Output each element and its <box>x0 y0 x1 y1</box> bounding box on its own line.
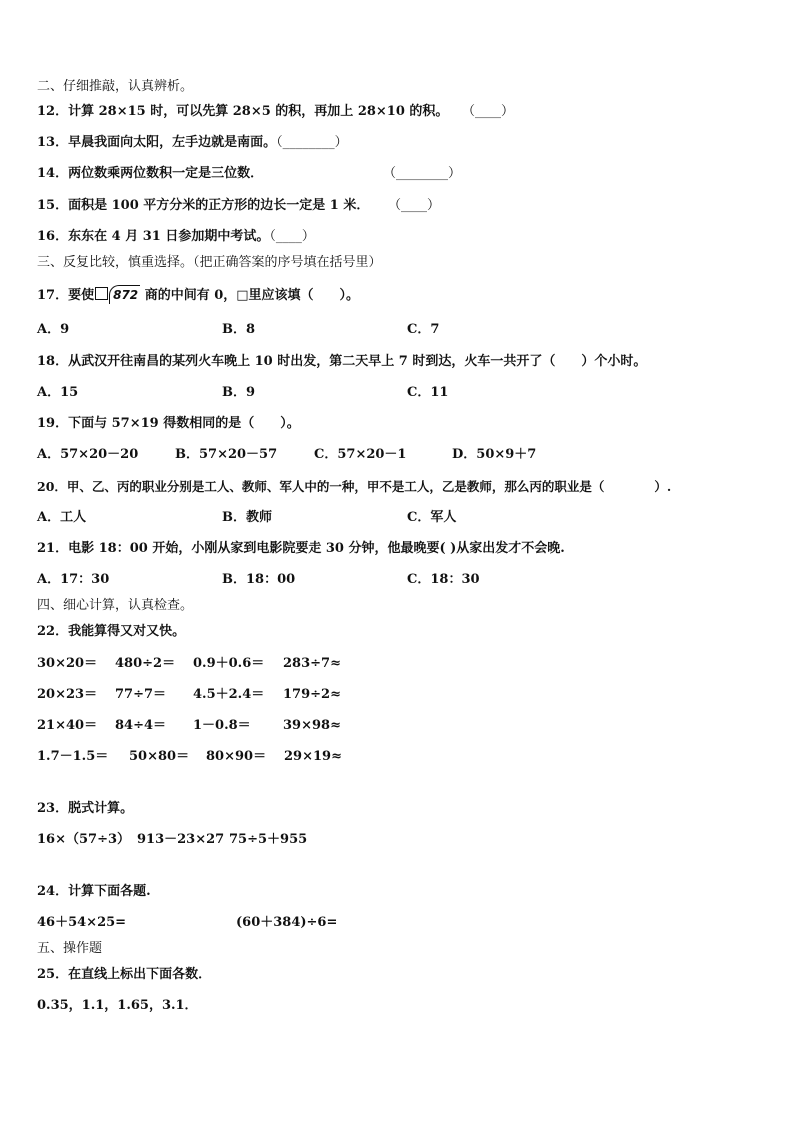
question-14 <box>37 165 263 183</box>
question-17 <box>37 285 359 305</box>
question-18-option-a[interactable]: A．15 <box>37 385 79 400</box>
question-22-title: 22．我能算得又对又快。 <box>37 624 186 639</box>
section-4-title: 四、细心计算，认真检查。 <box>37 598 194 613</box>
question-21-option-a[interactable]: A．17：30 <box>37 572 110 587</box>
question-15 <box>37 197 369 215</box>
calc-item: 1－0.8＝ <box>193 718 251 733</box>
question-25-numbers: 0.35，1.1，1.65，3.1． <box>37 998 198 1013</box>
expression-item: 16×（57÷3） <box>37 832 131 847</box>
question-20-option-c[interactable]: C．军人 <box>407 510 457 525</box>
question-19-option-d[interactable]: D．50×9＋7 <box>452 447 537 462</box>
question-21-option-c[interactable]: C．18：30 <box>407 572 480 587</box>
question-16-answer-blank[interactable]: （____） <box>269 229 315 244</box>
section-5-title: 五、操作题 <box>37 941 103 956</box>
calc-item: 50×80＝ <box>129 749 190 764</box>
question-17-suffix: 商的中间有 0，□里应该填（ ）。 <box>144 288 360 303</box>
question-19: 19．下面与 57×19 得数相同的是（ ）。 <box>37 416 300 431</box>
expression-item: 46＋54×25= <box>37 915 127 930</box>
question-21-option-b[interactable]: B．18：00 <box>222 572 296 587</box>
calc-item: 4.5＋2.4＝ <box>193 687 265 702</box>
section-3-title: 三、反复比较，慎重选择。（把正确答案的序号填在括号里） <box>37 255 382 270</box>
question-14-text: 14．两位数乘两位数积一定是三位数． <box>37 166 264 181</box>
question-25-title: 25．在直线上标出下面各数． <box>37 967 212 982</box>
question-18: 18．从武汉开往南昌的某列火车晚上 10 时出发，第二天早上 7 时到达，火车一共开了（ ）个小时。 <box>37 354 647 369</box>
calc-item: 179÷2≈ <box>283 687 341 702</box>
question-20-option-a[interactable]: A．工人 <box>37 510 87 525</box>
calc-item: 480÷2＝ <box>115 656 176 671</box>
question-23-title: 23．脱式计算。 <box>37 801 134 816</box>
question-13-text: 13．早晨我面向太阳，左手边就是南面。 <box>37 135 277 150</box>
blank-box-icon[interactable] <box>95 287 108 300</box>
question-13 <box>37 134 348 152</box>
calc-item: 39×98≈ <box>283 718 341 733</box>
question-17-prefix: 17．要使 <box>37 288 95 303</box>
expression-item: 75÷5＋955 <box>229 832 308 847</box>
expression-item: (60＋384)÷6= <box>236 915 338 930</box>
calc-item: 80×90＝ <box>206 749 267 764</box>
question-18-option-c[interactable]: C．11 <box>407 385 449 400</box>
question-17-option-a[interactable]: A．9 <box>37 322 70 337</box>
question-24-title: 24．计算下面各题. <box>37 884 151 899</box>
calc-item: 20×23＝ <box>37 687 98 702</box>
question-20-option-b[interactable]: B．教师 <box>222 510 272 525</box>
question-19-option-b[interactable]: B．57×20－57 <box>175 447 278 462</box>
question-20: 20．甲、乙、丙的职业分别是工人、教师、军人中的一种，甲不是工人，乙是教师，那么丙的职业是（ ）. <box>37 479 672 494</box>
question-15-answer-blank[interactable]: （____） <box>388 198 441 213</box>
question-15-text: 15．面积是 100 平方分米的正方形的边长一定是 1 米． <box>37 198 370 213</box>
question-17-option-b[interactable]: B．8 <box>222 322 256 337</box>
section-2-title: 二、仔细推敲，认真辨析。 <box>37 79 194 94</box>
calc-item: 1.7－1.5＝ <box>37 749 109 764</box>
question-17-option-c[interactable]: C．7 <box>407 322 440 337</box>
question-12-answer-blank[interactable]: （____） <box>462 104 515 119</box>
calc-item: 77÷7＝ <box>115 687 167 702</box>
question-16-text: 16．东东在 4 月 31 日参加期中考试。 <box>37 229 270 244</box>
calc-item: 84÷4＝ <box>115 718 167 733</box>
division-bracket: 872 <box>109 285 140 304</box>
question-16 <box>37 228 315 246</box>
question-13-answer-blank[interactable]: （________） <box>276 135 348 150</box>
expression-item: 913－23×27 <box>137 832 225 847</box>
question-19-option-a[interactable]: A．57×20－20 <box>37 447 139 462</box>
question-12-text: 12．计算 28×15 时，可以先算 28×5 的积，再加上 28×10 的积。 <box>37 104 449 119</box>
question-14-answer-blank[interactable]: （________） <box>383 166 462 181</box>
question-18-option-b[interactable]: B．9 <box>222 385 256 400</box>
question-21: 21．电影 18：00 开始，小刚从家到电影院要走 30 分钟，他最晚要( )从家出发才不会晚. <box>37 541 565 556</box>
calc-item: 29×19≈ <box>284 749 342 764</box>
calc-item: 283÷7≈ <box>283 656 341 671</box>
question-19-option-c[interactable]: C．57×20－1 <box>314 447 407 462</box>
calc-item: 30×20＝ <box>37 656 98 671</box>
calc-item: 0.9＋0.6＝ <box>193 656 265 671</box>
calc-item: 21×40＝ <box>37 718 98 733</box>
question-12 <box>37 103 448 121</box>
